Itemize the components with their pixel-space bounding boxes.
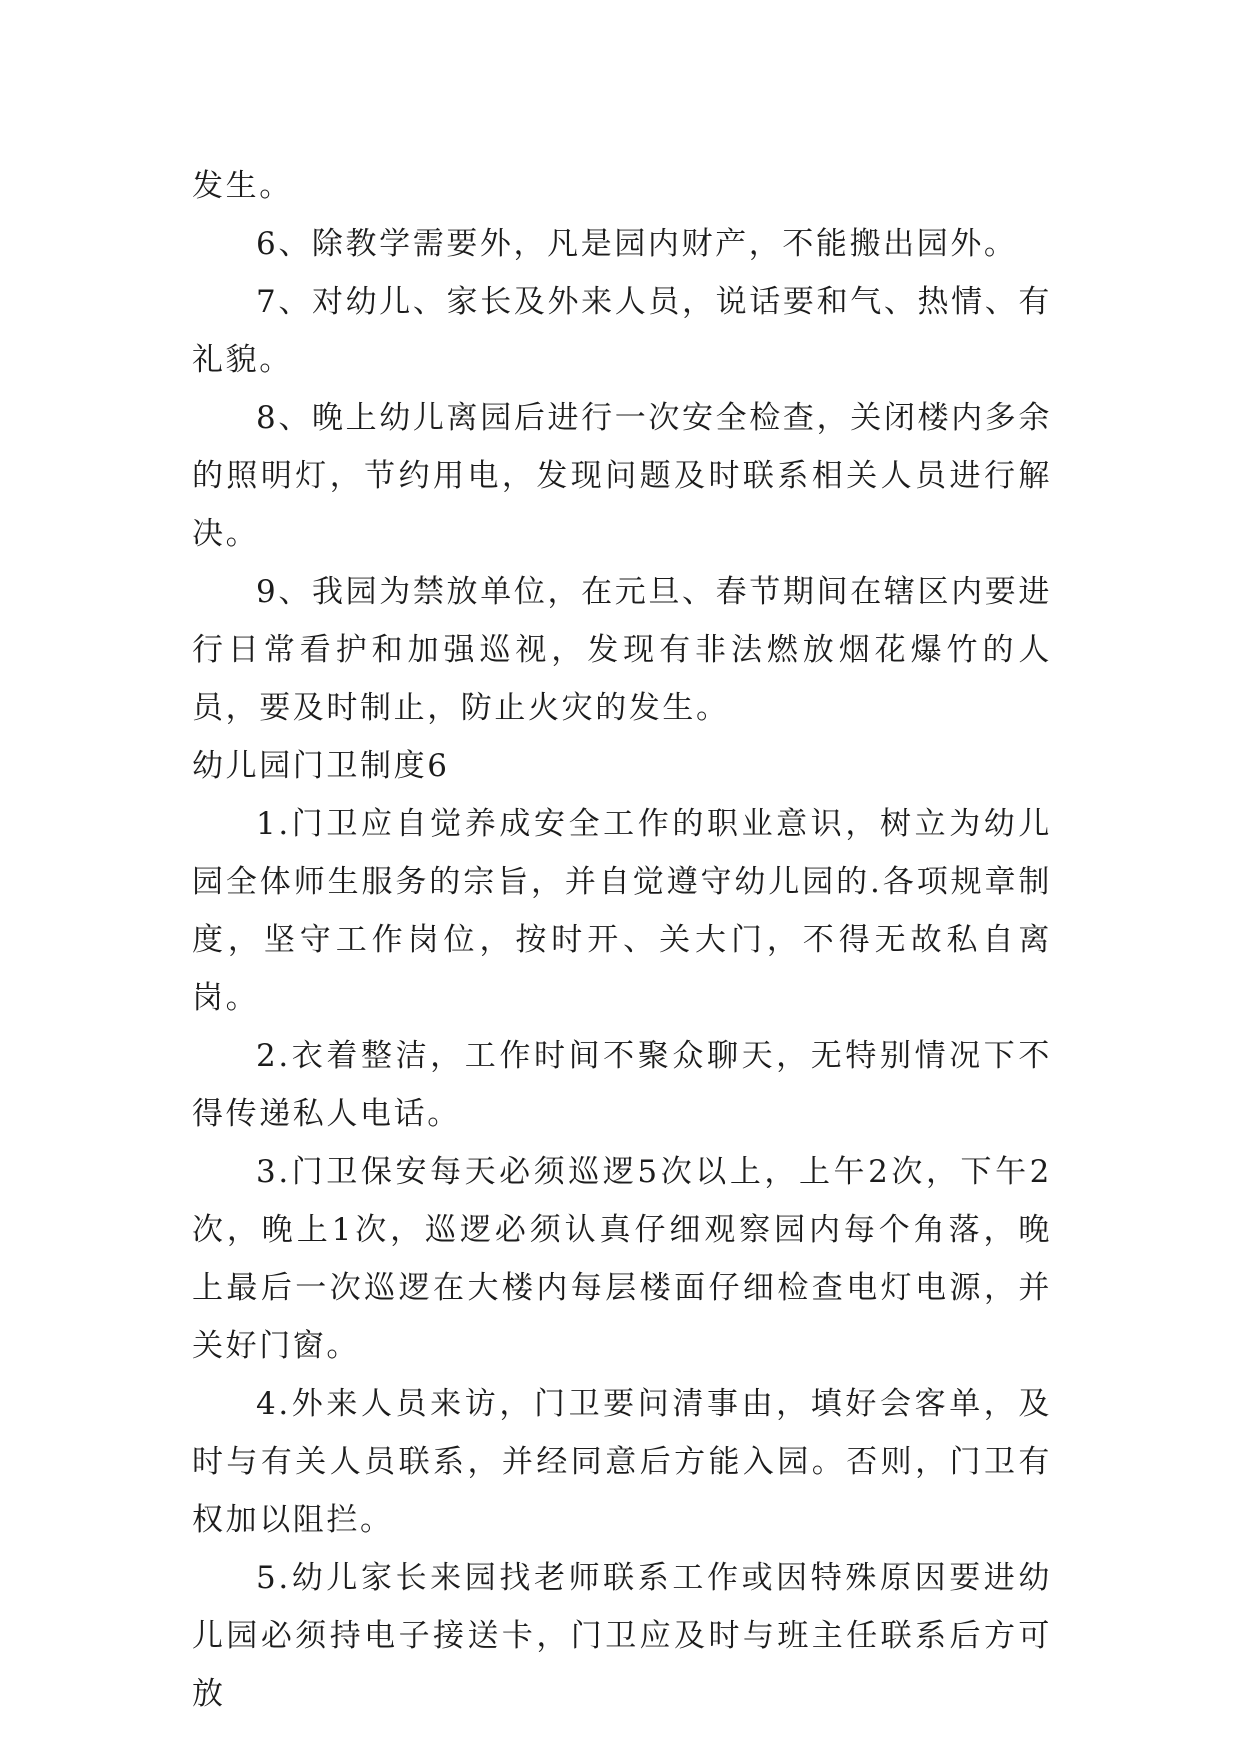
gate-rule-item-2: 2.衣着整洁，工作时间不聚众聊天，无特别情况下不得传递私人电话。 [192,1038,1052,1132]
rule-item-9: 9、我园为禁放单位，在元旦、春节期间在辖区内要进行日常看护和加强巡视，发现有非法燃放烟花爆竹的人员，要及时制止，防止火灾的发生。 [192,574,1052,726]
rule-item-7: 7、对幼儿、家长及外来人员，说话要和气、热情、有礼貌。 [192,284,1052,378]
gate-rule-item-5: 5.幼儿家长来园找老师联系工作或因特殊原因要进幼儿园必须持电子接送卡，门卫应及时与班主任联系后方可放 [192,1560,1052,1712]
gate-rule-item-1: 1.门卫应自觉养成安全工作的职业意识，树立为幼儿园全体师生服务的宗旨，并自觉遵守幼儿园的.各项规章制度，坚守工作岗位，按时开、关大门，不得无故私自离岗。 [192,806,1052,1016]
document-body [192,157,1052,1723]
rule-item-6: 6、除教学需要外，凡是园内财产，不能搬出园外。 [256,226,1018,262]
rule-item-8: 8、晚上幼儿离园后进行一次安全检查，关闭楼内多余的照明灯，节约用电，发现问题及时联系相关人员进行解决。 [192,400,1052,552]
paragraph-continuation: 发生。 [192,168,293,204]
gate-rule-item-3: 3.门卫保安每天必须巡逻5次以上，上午2次，下午2次，晚上1次，巡逻必须认真仔细观察园内每个角落，晚上最后一次巡逻在大楼内每层楼面仔细检查电灯电源，并关好门窗。 [192,1154,1052,1364]
section-heading: 幼儿园门卫制度6 [192,748,450,784]
gate-rule-item-4: 4.外来人员来访，门卫要问清事由，填好会客单，及时与有关人员联系，并经同意后方能入园。否则，门卫有权加以阻拦。 [192,1386,1052,1538]
